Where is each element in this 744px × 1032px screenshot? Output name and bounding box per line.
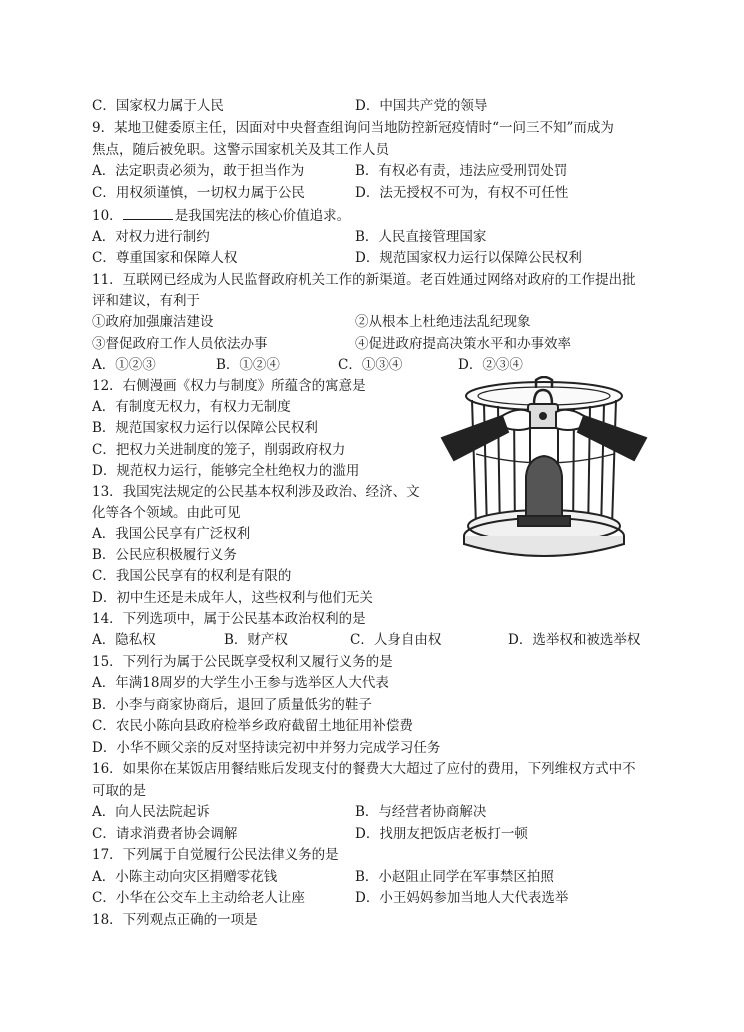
- q11-stem-line2: 评和建议，有利于: [92, 293, 200, 309]
- q15-option-a: A．年满18周岁的大学生小王参与选举区人大代表: [92, 675, 389, 691]
- q10-option-d: D．规范国家权力运行以保障公民权利: [355, 250, 582, 266]
- power-cage-cartoon-icon: [432, 376, 657, 558]
- q15-stem: 15．下列行为属于公民既享受权利又履行义务的是: [92, 654, 393, 670]
- q14-option-c: C．人身自由权: [350, 632, 442, 648]
- q16-stem-line1: 16．如果你在某饭店用餐结账后发现支付的餐费大大超过了应付的费用，下列维权方式中不: [92, 761, 636, 777]
- q17-option-c: C．小华在公交车上主动给老人让座: [92, 890, 305, 906]
- q12-option-b: B．规范国家权力运行以保障公民权利: [92, 420, 318, 436]
- q11-option-c: C．①③④: [338, 357, 403, 373]
- q12-option-c: C．把权力关进制度的笼子，削弱政府权力: [92, 442, 346, 458]
- q10-option-a: A．对权力进行制约: [92, 229, 210, 245]
- q12-option-a: A．有制度无权力，有权力无制度: [92, 399, 291, 415]
- q10-stem-text: 是我国宪法的核心价值追求。: [174, 208, 351, 224]
- q8-option-c: C．国家权力属于人民: [92, 98, 224, 114]
- q15-option-d: D．小华不顾父亲的反对坚持读完初中并努力完成学习任务: [92, 740, 441, 756]
- q13-stem-line1: 13．我国宪法规定的公民基本权利涉及政治、经济、文: [92, 484, 420, 500]
- q9-option-c: C．用权须谨慎，一切权力属于公民: [92, 185, 305, 201]
- q15-option-b: B．小李与商家协商后，退回了质量低劣的鞋子: [92, 697, 372, 713]
- q16-option-b: B．与经营者协商解决: [355, 804, 487, 820]
- q17-option-d: D．小王妈妈参加当地人大代表选举: [355, 890, 569, 906]
- q13-option-a: A．我国公民享有广泛权利: [92, 526, 251, 542]
- q13-option-d: D．初中生还是未成年人，这些权利与他们无关: [92, 590, 373, 606]
- q16-option-c: C．请求消费者协会调解: [92, 826, 238, 842]
- q11-option-d: D．②③④: [458, 357, 523, 373]
- q15-option-c: C．农民小陈向县政府检举乡政府截留土地征用补偿费: [92, 718, 413, 734]
- q9-option-d: D．法无授权不可为，有权不可任性: [355, 185, 569, 201]
- q10-option-c: C．尊重国家和保障人权: [92, 250, 238, 266]
- q14-option-b: B．财产权: [224, 632, 288, 648]
- q10-option-b: B．人民直接管理国家: [355, 229, 487, 245]
- q14-option-a: A．隐私权: [92, 632, 156, 648]
- q12-stem: 12．右侧漫画《权力与制度》所蕴含的寓意是: [92, 378, 366, 394]
- q13-option-b: B．公民应积极履行义务: [92, 547, 237, 563]
- q10-blank: [123, 206, 173, 220]
- q12-option-d: D．规范权力运行，能够完全杜绝权力的滥用: [92, 463, 360, 479]
- q13-option-c: C．我国公民享有的权利是有限的: [92, 568, 292, 584]
- q17-option-b: B．小赵阻止同学在军事禁区拍照: [355, 869, 554, 885]
- q11-option-b: B．①②④: [216, 357, 280, 373]
- q11-statement-1: ①政府加强廉洁建设: [92, 314, 214, 330]
- q11-option-a: A．①②③: [92, 357, 156, 373]
- q10-number: 10．: [92, 208, 123, 224]
- q9-stem-line1: 9．某地卫健委原主任，因面对中央督查组询问当地防控新冠疫情时“一问三不知”而成为: [92, 120, 614, 136]
- q17-option-a: A．小陈主动向灾区捐赠零花钱: [92, 869, 278, 885]
- q16-stem-line2: 可取的是: [92, 783, 146, 799]
- q16-option-a: A．向人民法院起诉: [92, 804, 210, 820]
- q9-stem-line2: 焦点，随后被免职。这警示国家机关及其工作人员: [92, 142, 389, 158]
- q11-stem-line1: 11．互联网已经成为人民监督政府机关工作的新渠道。老百姓通过网络对政府的工作提出批: [92, 272, 636, 288]
- q11-statement-2: ②从根本上杜绝违法乱纪现象: [355, 314, 531, 330]
- q14-stem: 14．下列选项中，属于公民基本政治权利的是: [92, 611, 366, 627]
- q9-option-a: A．法定职责必须为，敢于担当作为: [92, 163, 305, 179]
- q11-statement-4: ④促进政府提高决策水平和办事效率: [355, 336, 571, 352]
- q14-option-d: D．选举权和被选举权: [508, 632, 641, 648]
- q17-stem: 17．下列属于自觉履行公民法律义务的是: [92, 847, 339, 863]
- q18-stem: 18．下列观点正确的一项是: [92, 912, 258, 928]
- q10-stem: [92, 206, 350, 225]
- q11-statement-3: ③督促政府工作人员依法办事: [92, 336, 268, 352]
- q9-option-b: B．有权必有责，违法应受刑罚处罚: [355, 163, 568, 179]
- q13-stem-line2: 化等各个领域。由此可见: [92, 505, 241, 521]
- q8-option-d: D．中国共产党的领导: [355, 98, 488, 114]
- q16-option-d: D．找朋友把饭店老板打一顿: [355, 826, 528, 842]
